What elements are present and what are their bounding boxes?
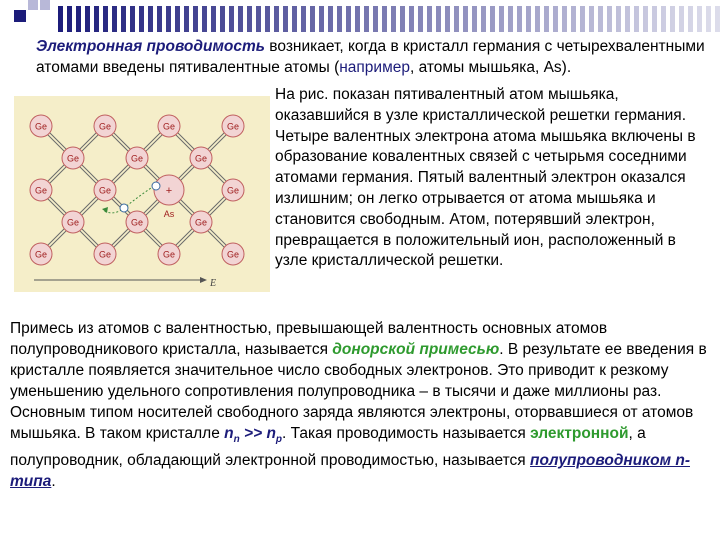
germanium-label: Ge [226, 121, 240, 132]
term-electron-conductivity: Электронная проводимость [36, 38, 265, 55]
field-arrow-head [200, 277, 207, 283]
donor-paragraph [10, 318, 714, 492]
term-donor-impurity: донорской примесью [332, 341, 500, 358]
germanium-label: Ge [162, 121, 176, 132]
arsenic-ion-charge: + [165, 185, 173, 197]
figure-description: На рис. показан пятивалентный атом мышьяка, оказавшийся в узле кристаллической решетки германия. Четыре валентных электрона атома мышьяка включены в образование ковалентных связей с четырьмя соседними атомами германия. Пятый валентный электрон оказался излишним; он легко отрывается от атома мышьяка и становится свободным. Атом, потерявший электрон, превращается в положительный ион, расположенный в узле кристаллической решетки. [275, 86, 696, 270]
decor-stripe [58, 6, 720, 32]
germanium-label: Ge [130, 217, 144, 228]
germanium-label: Ge [226, 249, 240, 260]
germanium-label: Ge [66, 217, 80, 228]
n-symbol-2: n [266, 425, 276, 442]
decor-square-small-2 [40, 0, 50, 10]
germanium-label: Ge [34, 249, 48, 260]
example-word: например [339, 59, 410, 76]
lattice-svg [14, 96, 270, 292]
germanium-label: Ge [226, 185, 240, 196]
subscript-n: n [233, 434, 240, 446]
electron-arrow-head [102, 207, 108, 213]
germanium-label: Ge [194, 217, 208, 228]
donor-text-b: . В результате ее введения в кристалле появляется значительное число свободных электронов. Это приводит к резкому уменьшению удельного сопротивления полупроводника – в тысячи и даже миллионы раз. [10, 341, 707, 400]
intro-text-b: , атомы мышьяка, As). [409, 59, 572, 76]
electron-bound [152, 182, 160, 190]
subscript-p: p [275, 434, 283, 446]
intro-text-a: возникает, когда в кристалл германия с четырехвалентными атомами введены пятивалентные атомы ( [36, 38, 705, 76]
term-electronic: электронной [530, 425, 629, 442]
germanium-label: Ge [34, 185, 48, 196]
n-symbol-1: n [224, 425, 234, 442]
germanium-label: Ge [66, 153, 80, 164]
electron-free [120, 204, 128, 212]
term-n-type-semiconductor: полупроводником n-типа [10, 452, 690, 491]
decor-square-large [14, 10, 26, 22]
decor-square-small [28, 0, 38, 10]
donor-text-a: Примесь из атомов с валентностью, превышающей валентность основных атомов полупроводникового кристалла, называется [10, 320, 608, 358]
germanium-label: Ge [194, 153, 208, 164]
relation-symbol: >> [239, 425, 267, 442]
germanium-label: Ge [34, 121, 48, 132]
germanium-label: Ge [98, 121, 112, 132]
top-decoration [0, 0, 720, 36]
donor-text-e: , а полупроводник, обладающий электронной проводимостью, называется [10, 425, 646, 470]
arsenic-label: As [163, 209, 175, 219]
germanium-label: Ge [98, 185, 112, 196]
donor-text-c: Основным типом носителей свободного заряда являются электроны, оторвавшиеся от атомов мышьяка. В таком кристалле [10, 404, 694, 442]
donor-text-f: . [51, 473, 56, 491]
germanium-label: Ge [98, 249, 112, 260]
donor-text-d: . Такая проводимость называется [282, 425, 531, 442]
germanium-label: Ge [162, 249, 176, 260]
germanium-label: Ge [130, 153, 144, 164]
intro-paragraph [36, 36, 712, 78]
crystal-lattice-figure [14, 96, 270, 292]
field-label: E [210, 278, 217, 289]
